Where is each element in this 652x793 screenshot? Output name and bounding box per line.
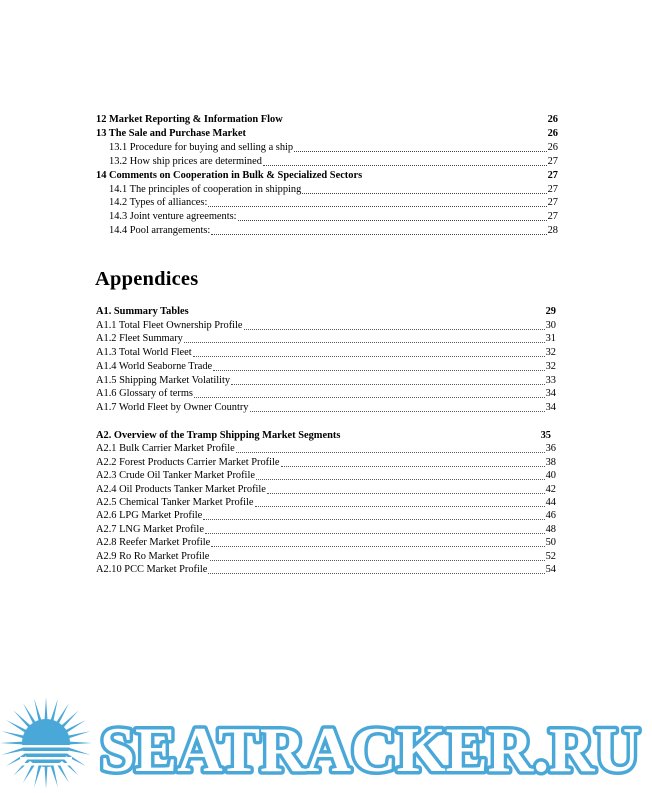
toc-entry[interactable]	[96, 524, 556, 536]
toc-entry-page-number: 34	[545, 401, 556, 413]
seatracker-watermark	[0, 695, 652, 793]
toc-entry[interactable]	[96, 457, 556, 469]
toc-entry-page-number: 26	[547, 114, 558, 125]
toc-entry-page-number: 48	[545, 523, 556, 535]
toc-entry-title: 13.1 Procedure for buying and selling a ship	[109, 141, 294, 153]
toc-entry-page-number: 26	[547, 141, 558, 153]
toc-entry-page-number: 52	[545, 550, 556, 562]
toc-entry[interactable]	[96, 333, 556, 345]
toc-entry-title: 14 Comments on Cooperation in Bulk & Specialized Sectors	[96, 169, 363, 181]
toc-entry-page-number: 27	[547, 155, 558, 167]
toc-leader	[294, 143, 547, 152]
toc-entry-page-number: 50	[545, 537, 556, 549]
toc-entry-title: A1.7 World Fleet by Owner Country	[96, 401, 249, 413]
toc-entry-page-number: 42	[545, 483, 556, 495]
toc-entry-title: 13.2 How ship prices are determined	[109, 155, 262, 167]
toc-leader	[208, 198, 546, 207]
toc-leader	[255, 498, 545, 507]
toc-entry[interactable]	[109, 211, 558, 223]
toc-leader	[203, 511, 544, 520]
toc-entry-title: A1.5 Shipping Market Volatility	[96, 374, 231, 386]
toc-leader	[341, 432, 539, 440]
toc-leader	[267, 485, 545, 494]
toc-entry-page-number: 27	[547, 169, 558, 181]
toc-leader	[194, 389, 545, 398]
sun-logo-icon	[0, 697, 92, 789]
toc-leader	[210, 552, 544, 561]
toc-leader	[244, 321, 545, 330]
toc-entry[interactable]	[109, 197, 558, 209]
watermark-text: SEATRACKER.RU	[100, 714, 640, 785]
toc-entry-page-number: 38	[545, 456, 556, 468]
toc-entry[interactable]	[96, 551, 556, 563]
toc-leader	[281, 458, 545, 467]
toc-leader	[205, 525, 545, 534]
toc-entry-title: 12 Market Reporting & Information Flow	[96, 114, 283, 125]
toc-entry-title: A2.4 Oil Products Tanker Market Profile	[96, 483, 266, 495]
toc-entry-title: A2.5 Chemical Tanker Market Profile	[96, 497, 254, 508]
toc-entry-page-number: 27	[547, 183, 558, 195]
toc-entry-page-number: 30	[545, 319, 556, 331]
toc-entry-page-number: 27	[547, 197, 558, 209]
toc-entry-page-number: 26	[547, 127, 558, 139]
toc-entry-title: 14.2 Types of alliances:	[109, 197, 208, 209]
toc-entry-page-number: 32	[545, 347, 556, 359]
toc-entry[interactable]	[96, 402, 556, 414]
toc-entry-page-number: 32	[545, 360, 556, 372]
toc-entry[interactable]	[109, 142, 558, 154]
toc-entry-page-number: 54	[545, 564, 556, 575]
toc-entry-title: A1.2 Fleet Summary	[96, 333, 183, 345]
toc-entry-title: A1.3 Total World Fleet	[96, 347, 192, 359]
toc-entry[interactable]	[96, 564, 556, 576]
toc-entry[interactable]	[96, 430, 551, 442]
toc-leader	[184, 334, 545, 343]
toc-entry-page-number: 33	[545, 374, 556, 386]
toc-entry-title: A2.3 Crude Oil Tanker Market Profile	[96, 470, 255, 482]
toc-leader	[250, 403, 545, 412]
toc-leader	[263, 157, 547, 166]
toc-entry[interactable]	[109, 225, 558, 237]
toc-entry-title: 14.1 The principles of cooperation in shipping	[109, 183, 302, 195]
toc-entry-title: A2.2 Forest Products Carrier Market Profile	[96, 456, 280, 468]
toc-entry[interactable]	[96, 320, 556, 332]
toc-entry-page-number: 28	[547, 225, 558, 237]
toc-entry-page-number: 29	[545, 306, 556, 317]
toc-entry[interactable]	[96, 443, 556, 455]
toc-entry-title: A2.7 LNG Market Profile	[96, 523, 204, 535]
toc-entry-page-number: 35	[540, 430, 551, 441]
toc-entry-title: A2.1 Bulk Carrier Market Profile	[96, 443, 235, 455]
toc-entry-title: A2.6 LPG Market Profile	[96, 510, 203, 522]
toc-leader	[302, 185, 546, 194]
toc-entry-title: A2.10 PCC Market Profile	[96, 564, 208, 575]
toc-entry[interactable]	[96, 128, 558, 140]
toc-entry[interactable]	[96, 537, 556, 549]
appendices-heading: Appendices	[95, 268, 199, 290]
toc-entry-title: A1.6 Glossary of terms	[96, 388, 193, 400]
toc-entry[interactable]	[96, 470, 556, 482]
toc-leader	[363, 172, 546, 180]
toc-entry-title: A2.8 Reefer Market Profile	[96, 537, 211, 549]
toc-entry-title: A1.4 World Seaborne Trade	[96, 360, 213, 372]
toc-entry[interactable]	[96, 375, 556, 387]
toc-entry[interactable]	[96, 497, 556, 509]
toc-leader	[256, 471, 545, 480]
toc-entry-page-number: 44	[545, 497, 556, 508]
toc-entry-title: 14.4 Pool arrangements:	[109, 225, 211, 237]
toc-leader	[193, 348, 545, 357]
toc-entry-page-number: 31	[545, 333, 556, 345]
toc-leader	[190, 308, 545, 316]
toc-entry-page-number: 34	[545, 388, 556, 400]
toc-entry-title: 13 The Sale and Purchase Market	[96, 127, 246, 139]
toc-leader	[213, 362, 544, 371]
toc-leader	[211, 538, 544, 547]
toc-entry-title: A2. Overview of the Tramp Shipping Market Segments	[96, 430, 341, 441]
toc-entry-page-number: 27	[547, 211, 558, 223]
toc-entry-title: A1.1 Total Fleet Ownership Profile	[96, 319, 243, 331]
toc-entry[interactable]	[96, 170, 558, 182]
toc-entry[interactable]	[96, 388, 556, 400]
toc-leader	[238, 212, 547, 221]
toc-leader	[231, 376, 544, 385]
toc-leader	[208, 565, 544, 574]
toc-entry[interactable]	[96, 361, 556, 373]
toc-entry[interactable]	[109, 184, 558, 196]
toc-entry[interactable]	[96, 484, 556, 496]
toc-entry[interactable]	[96, 114, 558, 126]
toc-entry-title: A2.9 Ro Ro Market Profile	[96, 550, 210, 562]
toc-leader	[211, 226, 546, 235]
toc-entry[interactable]	[109, 156, 558, 168]
toc-entry-page-number: 36	[545, 443, 556, 455]
toc-leader	[247, 130, 547, 138]
toc-entry-title: A1. Summary Tables	[96, 306, 189, 317]
toc-entry[interactable]	[96, 347, 556, 359]
toc-entry[interactable]	[96, 510, 556, 522]
toc-leader	[236, 444, 545, 453]
toc-entry[interactable]	[96, 306, 556, 318]
toc-entry-page-number: 46	[545, 510, 556, 522]
toc-entry-title: 14.3 Joint venture agreements:	[109, 211, 237, 223]
toc-leader	[284, 116, 547, 124]
toc-entry-page-number: 40	[545, 470, 556, 482]
